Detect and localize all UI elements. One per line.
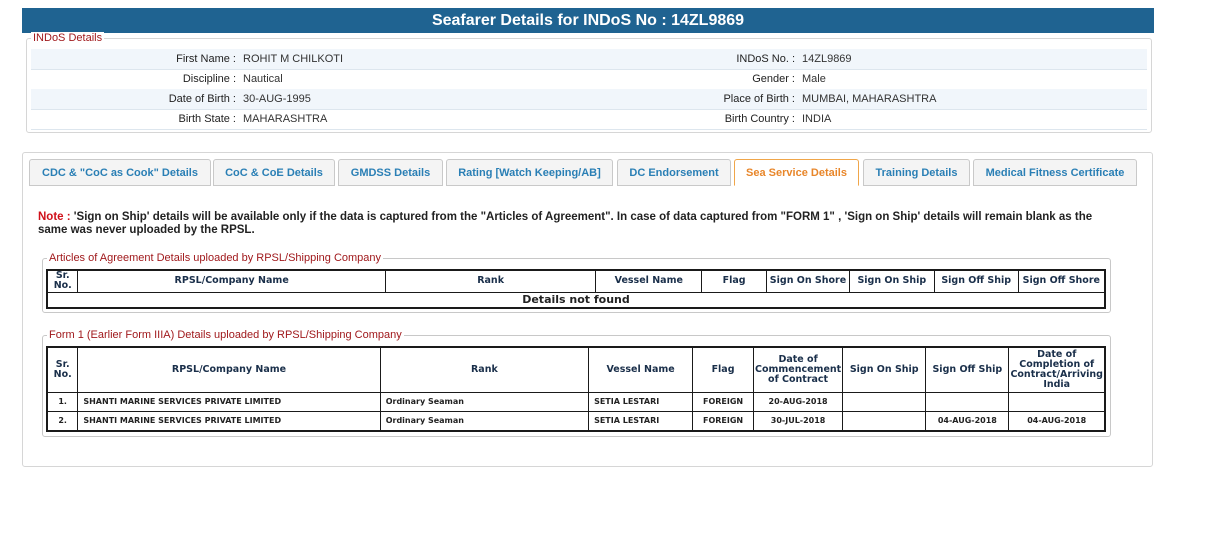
discipline-value: Nautical	[243, 73, 283, 85]
tab-gmdss[interactable]	[338, 159, 443, 186]
tab-coc-coe[interactable]	[213, 159, 335, 186]
cell-sign-on-ship	[843, 411, 926, 431]
table-row	[47, 392, 1105, 411]
indos-details-legend: INDoS Details	[33, 32, 103, 44]
note-label: Note :	[38, 211, 71, 223]
cell-commencement: 30-JUL-2018	[753, 411, 842, 431]
col-rank: Rank	[385, 270, 596, 292]
cell-commencement: 20-AUG-2018	[753, 392, 842, 411]
birth-country-label: Birth Country :	[724, 113, 795, 125]
birth-country-value: INDIA	[802, 113, 832, 125]
articles-legend: Articles of Agreement Details uploaded by RPSL/Shipping Company	[49, 252, 382, 264]
form1-table	[46, 346, 1106, 432]
col-flag: Flag	[693, 347, 754, 392]
tab-medical-fitness[interactable]	[973, 159, 1137, 186]
cell-vessel: SETIA LESTARI	[589, 411, 693, 431]
details-not-found: Details not found	[47, 292, 1105, 308]
indos-details-panel	[26, 32, 1152, 133]
indos-no-label: INDoS No. :	[736, 53, 795, 65]
cell-rank: Ordinary Seaman	[380, 411, 588, 431]
sign-on-ship-note	[38, 211, 1108, 237]
cell-sign-on-ship	[843, 392, 926, 411]
discipline-label: Discipline :	[182, 73, 236, 85]
info-row	[31, 49, 1147, 70]
tab-sea-service[interactable]	[734, 159, 859, 186]
form1-panel	[42, 329, 1111, 437]
cell-company: SHANTI MARINE SERVICES PRIVATE LIMITED	[78, 392, 380, 411]
col-rank: Rank	[380, 347, 588, 392]
tab-label: GMDSS Details	[350, 166, 431, 179]
birth-state-value: MAHARASHTRA	[243, 113, 328, 125]
dob-value: 30-AUG-1995	[243, 93, 311, 105]
first-name-label: First Name :	[176, 53, 236, 65]
col-vessel: Vessel Name	[589, 347, 693, 392]
info-row	[31, 89, 1147, 110]
cell-flag: FOREIGN	[693, 392, 754, 411]
indos-no-value: 14ZL9869	[802, 53, 852, 65]
tab-label: Medical Fitness Certificate	[985, 166, 1125, 179]
gender-value: Male	[802, 73, 826, 85]
note-text: 'Sign on Ship' details will be available only if the data is captured from the "Articles of Agreement". In case of data captured from "FORM 1" , 'Sign on Ship' details will remain blank as the same was never uploaded by the RPSL.	[38, 211, 1093, 236]
table-header-row	[47, 347, 1105, 392]
place-of-birth-label: Place of Birth :	[723, 93, 795, 105]
tab-label: Training Details	[875, 166, 958, 179]
place-of-birth-value: MUMBAI, MAHARASHTRA	[802, 93, 937, 105]
cell-company: SHANTI MARINE SERVICES PRIVATE LIMITED	[78, 411, 380, 431]
tab-label: Rating [Watch Keeping/AB]	[458, 166, 601, 179]
col-sign-off-shore: Sign Off Shore	[1018, 270, 1105, 292]
table-header-row	[47, 270, 1105, 292]
tab-bar	[29, 159, 1147, 185]
col-sign-on-ship: Sign On Ship	[843, 347, 926, 392]
tab-label: CoC & CoE Details	[225, 166, 323, 179]
cell-sign-off-ship	[926, 392, 1009, 411]
page-title-text: Seafarer Details for INDoS No : 14ZL9869	[431, 11, 745, 29]
tab-label: DC Endorsement	[629, 166, 719, 179]
col-company: RPSL/Company Name	[78, 347, 380, 392]
col-commencement: Date of Commencement of Contract	[753, 347, 842, 392]
cell-rank: Ordinary Seaman	[380, 392, 588, 411]
cell-completion: 04-AUG-2018	[1009, 411, 1105, 431]
col-flag: Flag	[702, 270, 767, 292]
articles-table	[46, 269, 1106, 309]
first-name-value: ROHIT M CHILKOTI	[243, 53, 344, 65]
tab-label: CDC & "CoC as Cook" Details	[42, 166, 198, 179]
table-row	[47, 292, 1105, 308]
cell-completion	[1009, 392, 1105, 411]
birth-state-label: Birth State :	[178, 113, 236, 125]
tab-cdc-coc-cook[interactable]	[29, 159, 211, 186]
cell-flag: FOREIGN	[693, 411, 754, 431]
col-sign-on-shore: Sign On Shore	[767, 270, 850, 292]
col-sr-no: Sr. No.	[47, 347, 78, 392]
gender-label: Gender :	[752, 73, 795, 85]
info-row	[31, 69, 1147, 90]
tab-label: Sea Service Details	[746, 166, 847, 179]
articles-of-agreement-panel	[42, 252, 1111, 313]
col-company: RPSL/Company Name	[78, 270, 385, 292]
page-title	[22, 8, 1154, 33]
col-sign-off-ship: Sign Off Ship	[926, 347, 1009, 392]
dob-label: Date of Birth :	[168, 93, 236, 105]
tab-rating-watchkeeping[interactable]	[446, 159, 613, 186]
cell-sr-no: 1.	[47, 392, 78, 411]
col-completion: Date of Completion of Contract/Arriving India	[1009, 347, 1105, 392]
tab-dc-endorsement[interactable]	[617, 159, 731, 186]
col-sign-on-ship: Sign On Ship	[849, 270, 934, 292]
col-vessel: Vessel Name	[596, 270, 702, 292]
table-row	[47, 411, 1105, 431]
cell-vessel: SETIA LESTARI	[589, 392, 693, 411]
form1-legend: Form 1 (Earlier Form IIIA) Details uploaded by RPSL/Shipping Company	[49, 329, 402, 341]
col-sign-off-ship: Sign Off Ship	[934, 270, 1018, 292]
tab-training[interactable]	[863, 159, 970, 186]
cell-sr-no: 2.	[47, 411, 78, 431]
info-row	[31, 109, 1147, 130]
col-sr-no: Sr. No.	[47, 270, 78, 292]
cell-sign-off-ship: 04-AUG-2018	[926, 411, 1009, 431]
